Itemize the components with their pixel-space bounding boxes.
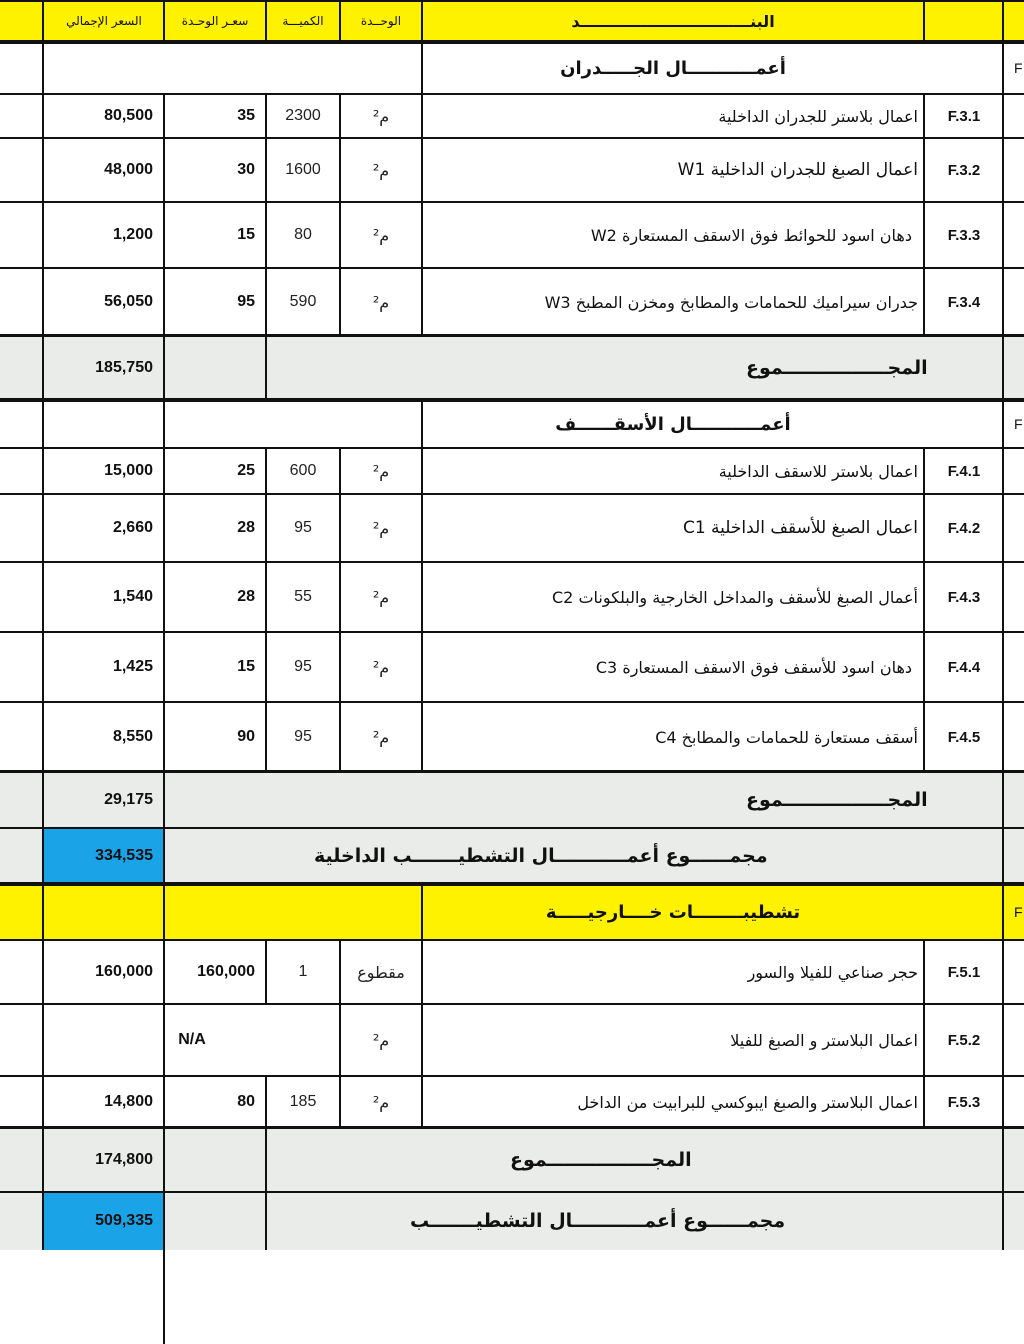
ceilings-subtotal-label (164, 772, 1004, 828)
table-row-total: 8,550 (112, 728, 153, 745)
table-row-quantity: 80 (294, 226, 312, 243)
table-row-unit: م² (372, 1092, 390, 1112)
table-row-description: أعمال الصبغ للأسقف والمداخل الخارجية والبلكونات C2 (552, 587, 918, 607)
table-row-total: 56,050 (104, 293, 153, 310)
table-row-total: 160,000 (95, 963, 153, 980)
grand-total-value: 509,335 (95, 1212, 153, 1229)
ceilings-subtotal-value: 29,175 (104, 791, 153, 808)
grid-line (0, 1003, 1024, 1005)
table-row-unit-price: 15 (237, 658, 255, 675)
internal-total-value: 334,535 (95, 847, 153, 864)
grid-line (265, 1076, 267, 1250)
ceilings-subtotal-label-text: المجــــــــــــــــموع (746, 789, 928, 811)
grid-line (923, 940, 925, 1128)
table-row-description: اعمال الصبغ للأسقف الداخلية C1 (682, 518, 918, 538)
grid-line (0, 201, 1024, 203)
grid-line (0, 827, 1024, 829)
table-row-total: 1,540 (112, 588, 153, 605)
grid-line (0, 561, 1024, 563)
table-row-unit: م² (372, 160, 390, 180)
internal-total-label (164, 828, 1004, 884)
table-row-description: اعمال بلاستر للجدران الداخلية (718, 106, 918, 126)
grid-line (0, 1075, 1024, 1077)
grid-line (421, 400, 423, 772)
grid-line (0, 939, 1024, 941)
grid-line (923, 94, 925, 336)
table-row-not-applicable: N/A (178, 1031, 206, 1048)
header-total-price: السعر الإجمالي (66, 14, 142, 28)
table-row-unit-price: 160,000 (197, 963, 255, 980)
table-row-code: F.4.1 (947, 462, 981, 480)
table-row-unit: م² (372, 292, 390, 312)
grand-total-label-text: مجمــــــوع أعمـــــــــــال التشطيـــــــب (410, 1210, 786, 1232)
header-unit-price: سعـر الوحـدة (181, 14, 249, 28)
table-row-total: 2,660 (112, 519, 153, 536)
grid-line (265, 448, 267, 772)
grid-line (0, 493, 1024, 495)
table-row-code: F.4.2 (947, 519, 981, 537)
table-row-code: F.4.4 (947, 658, 981, 676)
table-row-total: 80,500 (104, 107, 153, 124)
table-row-unit: م² (372, 461, 390, 481)
grid-line (0, 701, 1024, 703)
table-row-total: 15,000 (104, 462, 153, 479)
grid-line (0, 93, 1024, 95)
table-row-unit-price: 80 (237, 1093, 255, 1110)
grid-line (339, 448, 341, 772)
external-section-code-edge: F (1014, 904, 1023, 920)
table-row-quantity: 95 (294, 519, 312, 536)
table-row-quantity: 95 (294, 728, 312, 745)
grid-line (0, 447, 1024, 449)
table-row-description: جدران سيراميك للحمامات والمطابخ ومخزن المطبخ W3 (544, 292, 918, 312)
grid-line (265, 940, 267, 1004)
table-row-unit-price: 25 (237, 462, 255, 479)
table-row-code: F.3.4 (947, 293, 981, 311)
grid-line (339, 0, 341, 42)
ceilings-section-title: أعمـــــــــــال الأسقــــــف (555, 413, 791, 435)
grid-line (1002, 0, 1004, 1250)
external-subtotal-label-text: المجــــــــــــــــموع (510, 1149, 692, 1171)
grid-line (0, 137, 1024, 139)
table-row-unit: م² (372, 1030, 390, 1050)
table-row-unit-price: 30 (237, 161, 255, 178)
ceilings-section-code-edge: F (1014, 416, 1023, 432)
grid-line (923, 448, 925, 772)
grid-line (265, 94, 267, 400)
grid-line (421, 0, 423, 336)
grid-line (0, 631, 1024, 633)
table-row-unit: م² (372, 587, 390, 607)
table-row-description: دهان اسود للحوائط فوق الاسقف المستعارة W2 (590, 225, 912, 245)
external-subtotal-label (266, 1128, 1004, 1192)
grid-line (339, 94, 341, 336)
table-row-code: F.3.3 (947, 226, 981, 244)
table-row-quantity: 2300 (285, 107, 321, 124)
table-row-description: حجر صناعي للفيلا والسور (747, 962, 918, 982)
grid-line (923, 0, 925, 42)
grid-line (0, 334, 1024, 337)
table-row-quantity: 1 (298, 963, 308, 980)
table-row-quantity: 55 (294, 588, 312, 605)
table-row-unit-price: 28 (237, 519, 255, 536)
table-row-unit: م² (372, 657, 390, 677)
table-row-total: 14,800 (104, 1093, 153, 1110)
walls-subtotal-label (266, 336, 1004, 400)
internal-total-label-text: مجمــــــوع أعمـــــــــــال التشطيـــــــب الداخلية (314, 845, 768, 867)
table-row-unit: مقطوع (357, 962, 405, 982)
table-row-quantity: 95 (294, 658, 312, 675)
table-row-description: اعمال بلاستر للاسقف الداخلية (718, 461, 918, 481)
table-row-unit: م² (372, 518, 390, 538)
grid-line (339, 940, 341, 1128)
table-row-description: اعمال البلاستر والصبغ ايبوكسي للبرابيت من الداخل (577, 1092, 918, 1112)
table-row-unit: م² (372, 727, 390, 747)
table-row-code: F.3.2 (947, 161, 981, 179)
walls-section-title: أعمـــــــــــال الجـــــدران (560, 57, 786, 79)
table-row-quantity: 600 (289, 462, 317, 479)
grid-line (163, 0, 165, 42)
grid-line (0, 267, 1024, 269)
table-row-description: أسقف مستعارة للحمامات والمطابخ C4 (655, 727, 918, 747)
table-row-code: F.5.1 (947, 963, 981, 981)
table-row-total: 1,200 (112, 226, 153, 243)
table-row-description: اعمال البلاستر و الصبغ للفيلا (730, 1030, 918, 1050)
table-row-quantity: 1600 (285, 161, 321, 178)
header-item: البنـــــــــــــــــــــــــــــــد (571, 11, 775, 31)
grid-line (0, 882, 1024, 886)
table-row-code: F.4.3 (947, 588, 981, 606)
header-unit: الوحــدة (360, 14, 402, 28)
table-row-description: اعمال الصبغ للجدران الداخلية W1 (677, 160, 918, 180)
external-subtotal-value: 174,800 (95, 1151, 153, 1168)
table-row-total: 48,000 (104, 161, 153, 178)
table-row-unit-price: 90 (237, 728, 255, 745)
grid-line (42, 0, 44, 1250)
table-row-unit: م² (372, 106, 390, 126)
walls-subtotal-value: 185,750 (95, 359, 153, 376)
walls-subtotal-label-text: المجــــــــــــــــموع (746, 357, 928, 379)
table-row-unit-price: 95 (237, 293, 255, 310)
grid-line (0, 398, 1024, 402)
walls-section-code-edge: F (1014, 60, 1023, 76)
grand-total-label (266, 1192, 1004, 1250)
grid-line (265, 0, 267, 42)
table-row-quantity: 590 (289, 293, 317, 310)
table-row-code: F.5.2 (947, 1031, 981, 1049)
table-row-code: F.4.5 (947, 728, 981, 746)
table-row-total: 1,425 (112, 658, 153, 675)
external-section-title: تشطيبــــــــات خــــارجيـــــة (545, 901, 801, 923)
table-row-unit-price: 28 (237, 588, 255, 605)
grid-line (0, 0, 1024, 2)
grid-line (0, 1191, 1024, 1193)
table-row-quantity: 185 (289, 1093, 317, 1110)
header-quantity: الكميـــة (282, 14, 324, 28)
grid-line (421, 884, 423, 1128)
grid-line (0, 770, 1024, 773)
table-row-description: دهان اسود للأسقف فوق الاسقف المستعارة C3 (595, 657, 912, 677)
grid-line (0, 1126, 1024, 1129)
grid-line (0, 40, 1024, 44)
table-row-unit-price: 35 (237, 107, 255, 124)
table-row-code: F.3.1 (947, 107, 981, 125)
table-row-unit: م² (372, 225, 390, 245)
grid-line (163, 94, 165, 1344)
table-row-unit-price: 15 (237, 226, 255, 243)
table-row-code: F.5.3 (947, 1093, 981, 1111)
